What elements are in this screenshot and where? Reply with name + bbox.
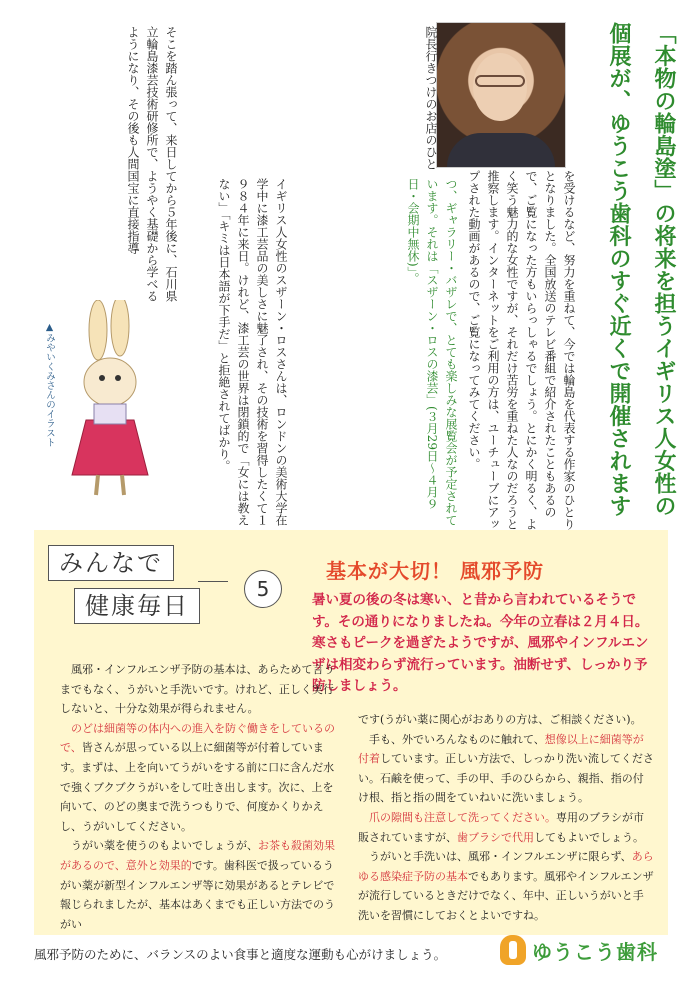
paragraph: です(うがい薬に関心がおありの方は、ご相談ください)。	[358, 713, 642, 726]
health-title: 基本が大切！ 風邪予防	[326, 559, 544, 583]
paragraph: 風邪・インフルエンザ予防の基本は、あらためて言うまでもなく、うがいと手洗いです。けれど、正しく実行しないと、十分な効果が得られません。	[60, 663, 335, 716]
emphasis-text: 爪の隙間も注意して洗ってください。	[369, 810, 556, 824]
health-lead: 暑い夏の後の冬は寒い、と昔から言われているそうです。その通りになりましたね。今年の立春は２月４日。寒さもピークを過ぎたようですが、風邪やインフルエンザは相変わらず流行っています。油断せず、しっかり予防しましょう。	[312, 592, 649, 694]
headline-line-1: 「本物の輪島塗」の将来を担うイギリス人女性の	[651, 22, 676, 517]
article-headline	[582, 22, 686, 530]
body-text: です。歯科医で扱っているうがい薬が新型インフルエンザ等に効果があるとテレビで報じられましたが、基本はあくまでも正しい方法でのうがい	[60, 858, 335, 931]
glasses-shape	[475, 75, 525, 87]
emphasis-text: のどは細菌等の体内への進入を防ぐ働きをしているので、	[60, 721, 335, 755]
emphasis-text: あらゆる感染症予防の基本	[358, 850, 654, 883]
series-label-2: 健康毎日	[74, 588, 200, 624]
health-body-right	[358, 710, 654, 926]
series-badge	[48, 545, 230, 627]
article-column-top: 院長行きつけのお店のひと	[424, 26, 438, 170]
series-connector	[198, 581, 228, 582]
paragraph	[358, 730, 654, 808]
body-text: うがい薬を使うのもよいでしょうが、	[71, 839, 258, 853]
body-text: でもあります。風邪やインフルエンザが流行しているときだけでなく、年中、正しいうがいと手洗いを習慣にしておくとよいですね。	[358, 869, 654, 922]
article-column-bio: イギリス人女性のスザーン・ロスさんは、ロンドンの美術大学在学中に漆工芸品の美しさに魅了され、その技術を習得したくて１９８４年に来日。けれど、漆工芸の世界は閉鎖的で「女には教えない」「キミは日本語が下手だ」と拒絶されてばかり。	[217, 178, 288, 526]
shirt-shape	[447, 133, 555, 167]
body-text: してもよいでしょう。	[534, 830, 644, 844]
series-number: 5	[244, 570, 282, 608]
article-column-intro: つ、ギャラリー・バザレで、とても楽しみな展覧会が予定されています。それは「スザーン・ロスの漆芸」(３月29日〜４月９日・会期中無休)」。	[406, 178, 458, 526]
emphasis-text: 想像以上に細菌等が付着	[358, 732, 644, 766]
headline-line-2: 個展が、ゆうこう歯科のすぐ近くで開催されます	[606, 22, 631, 517]
article-column-left: そこを踏ん張って、来日してから５年後に、石川県立輪島漆芸技術研修所で、ようやく基礎から学べるようになり、その後も人間国宝に直接指導	[126, 26, 178, 302]
clinic-logo	[500, 932, 670, 968]
clinic-logo-text: ゆうこう歯科	[532, 939, 658, 964]
article-column-right: を受けるなど、努力を重ねて、今では輪島を代表する作家のひとりとなりました。全国放送のテレビ番組で紹介されたこともあるので、ご覧になった方もいらっしゃるでしょう。とにかく明るく、よく笑う魅力的な女性ですが、それだけ苦労を重ねた人なのだろうと推察します。インターネットをご利用の方は、ユーチューブにアップされた動画があるので、ご覧になってみてください。	[467, 170, 576, 530]
tooth-icon	[500, 935, 526, 965]
series-label-1: みんなで	[48, 545, 174, 581]
body-text: しています。正しい方法で、しっかり洗い流してください。石鹸を使って、手の甲、手のひらから、親指、指の付け根、指と指の間をていねいに洗いましょう。	[358, 752, 654, 805]
emphasis-text: 歯ブラシで代用	[457, 830, 534, 844]
paragraph	[60, 836, 338, 934]
paragraph	[358, 847, 654, 925]
body-text: うがいと手洗いは、風邪・インフルエンザに限らず、	[369, 850, 632, 864]
body-text: 専用のブラシが市販されていますが、	[358, 810, 644, 844]
portrait-photo	[436, 22, 566, 168]
rabbit-illustration	[58, 300, 168, 500]
paragraph	[358, 808, 654, 847]
paragraph	[60, 719, 338, 837]
illustration-caption: ▲みやいくみさんのイラスト	[44, 322, 55, 447]
body-text: 手も、外でいろんなものに触れて、	[369, 732, 545, 746]
health-body-left	[60, 660, 338, 934]
face-shape	[473, 53, 527, 121]
body-text: 皆さんが思っている以上に細菌等が付着しています。まずは、上を向いてうがいをする前に口に含んだ水で強くブクブクうがいをして吐き出します。次に、上を向いて、のどの奥まで洗うつもりで、何度かくりかえし、うがいしてください。	[60, 741, 335, 833]
footer-note: 風邪予防のために、バランスのよい食事と適度な運動も心がけましょう。	[34, 947, 447, 962]
emphasis-text: お茶も殺菌効果があるので、意外と効果的	[60, 839, 335, 872]
